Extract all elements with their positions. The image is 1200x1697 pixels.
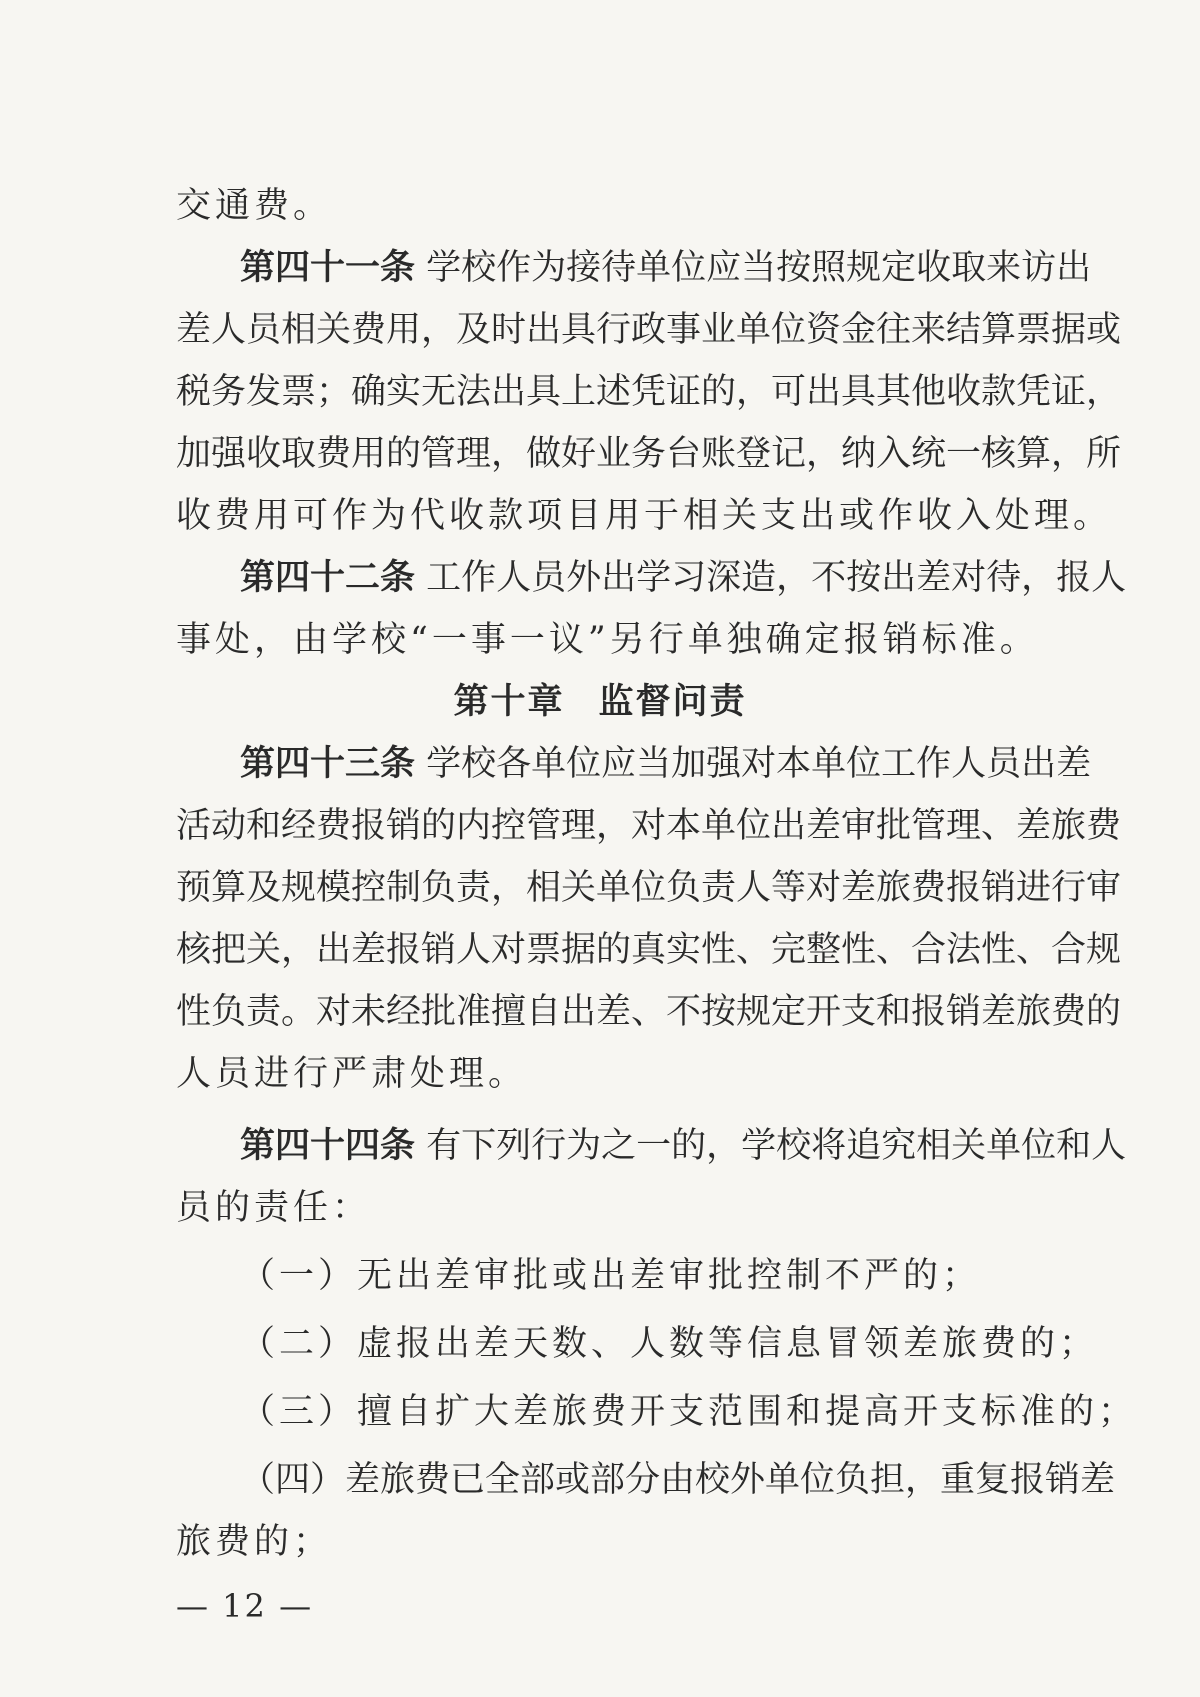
list-item-continuation: 旅费的； — [176, 1522, 333, 1562]
text-line: 税务发票；确实无法出具上述凭证的，可出具其他收款凭证， — [176, 372, 1122, 412]
article-label: 第四十二条 — [240, 558, 416, 598]
list-item: （四）差旅费已全部或部分由校外单位负担，重复报销差 — [240, 1460, 1116, 1500]
text-line: 员的责任： — [176, 1188, 372, 1228]
article-text: 学校作为接待单位应当按照规定收取来访出 — [415, 248, 1092, 288]
article-label: 第四十一条 — [240, 248, 416, 288]
list-item: （二）虚报出差天数、人数等信息冒领差旅费的； — [240, 1324, 1099, 1364]
article-text: 学校各单位应当加强对本单位工作人员出差 — [415, 744, 1092, 784]
text-line: 活动和经费报销的内控管理，对本单位出差审批管理、差旅费 — [176, 806, 1122, 846]
article-44-heading-line — [240, 1124, 1127, 1168]
article-text: 有下列行为之一的，学校将追究相关单位和人 — [415, 1126, 1127, 1166]
chapter-heading — [0, 680, 1200, 724]
text-line: 性负责。对未经批准擅自出差、不按规定开支和报销差旅费的 — [176, 992, 1122, 1032]
text-line: 交通费。 — [176, 186, 333, 226]
page-number: — 12 — — [176, 1587, 314, 1625]
article-label: 第四十三条 — [240, 744, 416, 784]
text-line: 人员进行严肃处理。 — [176, 1054, 528, 1094]
text-line: 加强收取费用的管理，做好业务台账登记，纳入统一核算，所 — [176, 434, 1122, 474]
text-line: 预算及规模控制负责，相关单位负责人等对差旅费报销进行审 — [176, 868, 1122, 908]
chapter-number: 第十章 — [453, 682, 565, 722]
chapter-title: 监督问责 — [598, 682, 747, 722]
text-line: 事处，由学校“一事一议”另行单独确定报销标准。 — [176, 620, 1039, 660]
article-text: 工作人员外出学习深造，不按出差对待，报人 — [415, 558, 1127, 598]
text-line: 核把关，出差报销人对票据的真实性、完整性、合法性、合规 — [176, 930, 1122, 970]
list-item: （一）无出差审批或出差审批控制不严的； — [240, 1256, 982, 1296]
list-item: （三）擅自扩大差旅费开支范围和提高开支标准的； — [240, 1392, 1138, 1432]
article-41-heading-line — [240, 246, 1092, 290]
article-label: 第四十四条 — [240, 1126, 416, 1166]
article-43-heading-line — [240, 742, 1092, 786]
article-42-heading-line — [240, 556, 1127, 600]
text-line: 差人员相关费用，及时出具行政事业单位资金往来结算票据或 — [176, 310, 1122, 350]
text-line: 收费用可作为代收款项目用于相关支出或作收入处理。 — [176, 496, 1113, 536]
